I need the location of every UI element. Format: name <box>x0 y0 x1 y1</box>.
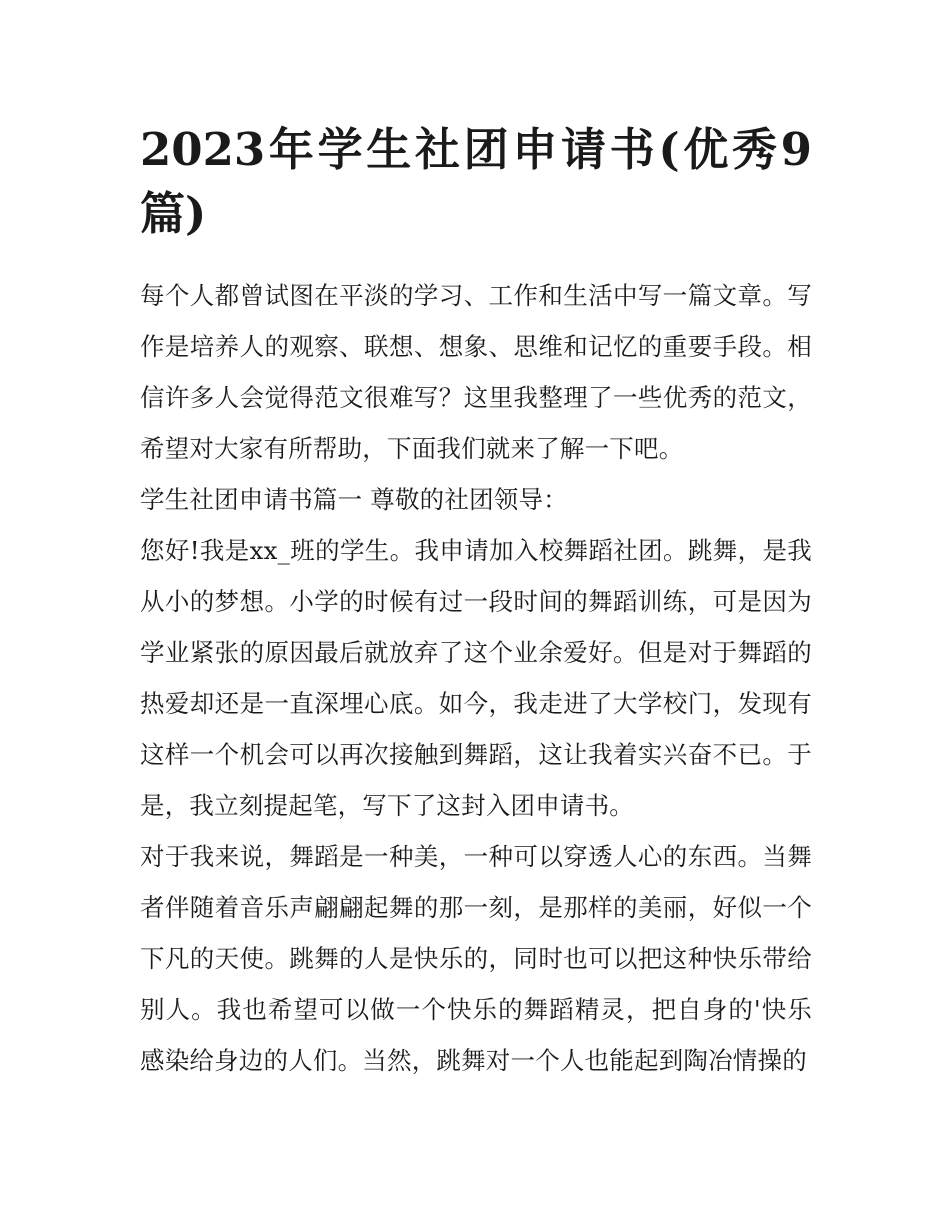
document-body <box>140 118 812 1086</box>
body-paragraph: 对于我来说，舞蹈是一种美，一种可以穿透人心的东西。当舞者伴随着音乐声翩翩起舞的那一刻，是那样的美丽，好似一个下凡的天使。跳舞的人是快乐的，同时也可以把这种快乐带给别人。我也希望可以做一个快乐的舞蹈精灵，把自身的'快乐感染给身边的人们。当然，跳舞对一个人也能起到陶冶情操的 <box>140 842 812 1075</box>
document-title: 2023年学生社团申请书(优秀9篇) <box>140 123 812 240</box>
section-heading-paragraph: 学生社团申请书篇一 尊敬的社团领导： <box>140 485 568 514</box>
intro-paragraph: 每个人都曾试图在平淡的学习、工作和生活中写一篇文章。写作是培养人的观察、联想、想象、思维和记忆的重要手段。相信许多人会觉得范文很难写？这里我整理了一些优秀的范文，希望对大家有所帮助，下面我们就来了解一下吧。 <box>140 281 812 463</box>
body-paragraph: 您好!我是xx_班的学生。我申请加入校舞蹈社团。跳舞，是我从小的梦想。小学的时候有过一段时间的舞蹈训练，可是因为学业紧张的原因最后就放弃了这个业余爱好。但是对于舞蹈的热爱却还是一直深埋心底。如今，我走进了大学校门，发现有这样一个机会可以再次接触到舞蹈，这让我着实兴奋不已。于是，我立刻提起笔，写下了这封入团申请书。 <box>140 536 812 820</box>
